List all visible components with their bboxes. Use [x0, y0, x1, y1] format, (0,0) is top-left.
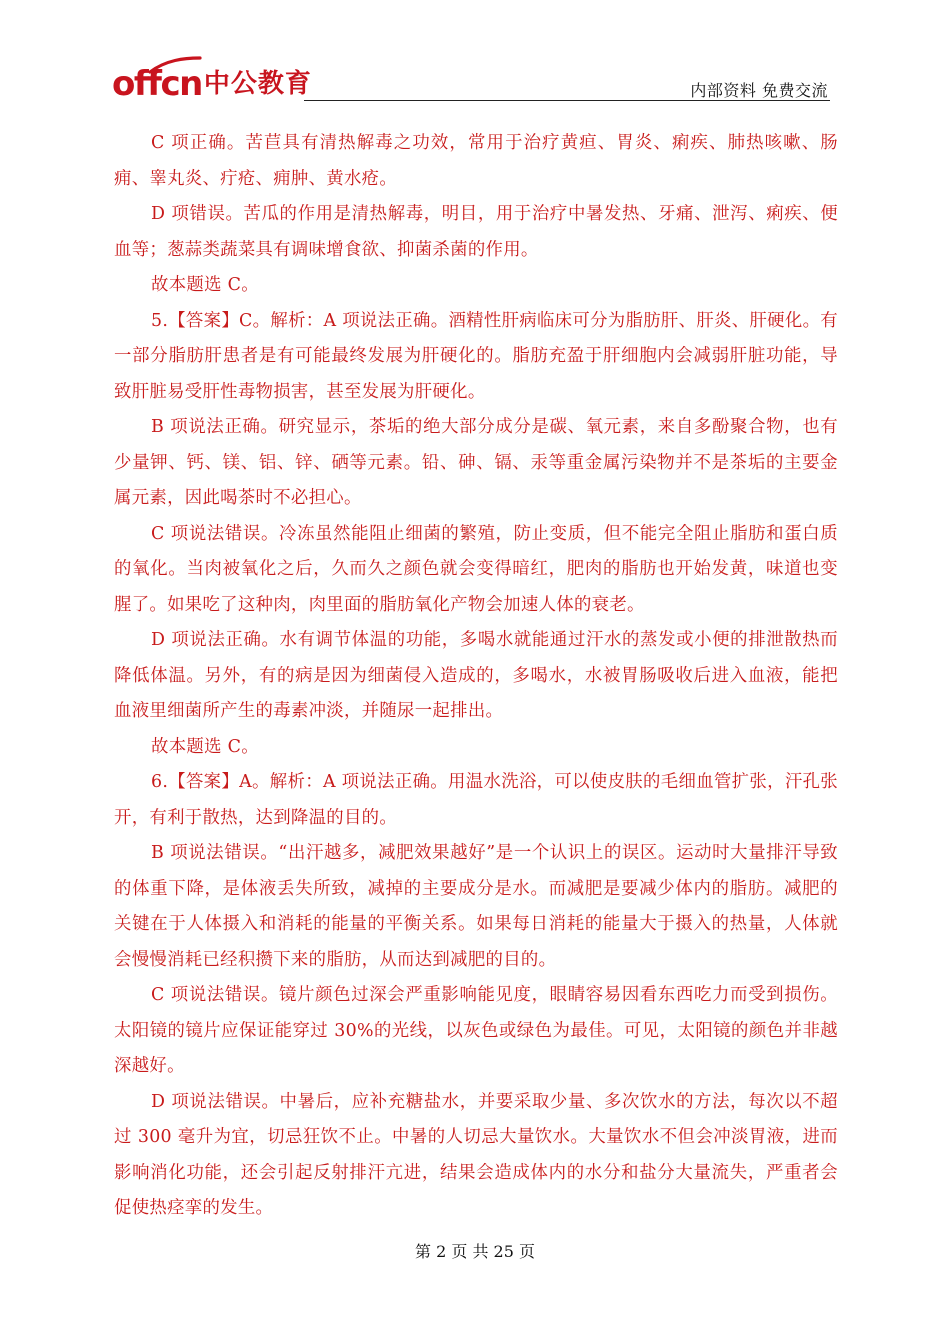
- paragraph: B 项说法错误。“出汗越多，减肥效果越好”是一个认识上的误区。运动时大量排汗导致的体重下降，是体液丢失所致，减掉的主要成分是水。而减肥是要减少体内的脂肪。减肥的关键在于人体摄入和消耗的能量的平衡关系。如果每日消耗的能量大于摄入的热量，人体就会慢慢消耗已经积攒下来的脂肪，从而达到减肥的目的。: [114, 843, 838, 970]
- header-tagline: 内部资料 免费交流: [690, 81, 828, 100]
- page-header: [112, 58, 830, 104]
- paragraph: 5.【答案】C。解析：A 项说法正确。酒精性肝病临床可分为脂肪肝、肝炎、肝硬化。有一部分脂肪肝患者是有可能最终发展为肝硬化的。脂肪充盈于肝细胞内会减弱肝脏功能，导致肝脏易受肝性毒物损害，甚至发展为肝硬化。: [114, 310, 838, 402]
- logo-chinese-text: 中公教育: [203, 69, 312, 99]
- page-number: 第 2 页 共 25 页: [415, 1242, 535, 1261]
- paragraph: C 项说法错误。冷冻虽然能阻止细菌的繁殖，防止变质，但不能完全阻止脂肪和蛋白质的氧化。当肉被氧化之后，久而久之颜色就会变得暗红，肥肉的脂肪也开始发黄，味道也变腥了。如果吃了这种肉，肉里面的脂肪氧化产物会加速人体的衰老。: [114, 523, 838, 615]
- paragraph: 故本题选 C。: [151, 736, 259, 757]
- offcn-logo: [112, 58, 312, 104]
- logo-latin-text: offcn: [112, 64, 202, 104]
- paragraph: C 项说法错误。镜片颜色过深会严重影响能见度，眼睛容易因看东西吃力而受到损伤。太阳镜的镜片应保证能穿过 30%的光线，以灰色或绿色为最佳。可见，太阳镜的颜色并非越深越好。: [114, 985, 838, 1076]
- paragraph: 6.【答案】A。解析：A 项说法正确。用温水洗浴，可以使皮肤的毛细血管扩张，汗孔张开，有利于散热，达到降温的目的。: [114, 772, 838, 828]
- paragraph: 故本题选 C。: [151, 275, 259, 295]
- paragraph: B 项说法正确。研究显示，茶垢的绝大部分成分是碳、氧元素，来自多酚聚合物，也有少量钾、钙、镁、铝、锌、硒等元素。铅、砷、镉、汞等重金属污染物并不是茶垢的主要金属元素，因此喝茶时不必担心。: [114, 417, 838, 508]
- paragraph: C 项正确。苦苣具有清热解毒之功效，常用于治疗黄疸、胃炎、痢疾、肺热咳嗽、肠痈、睾丸炎、疔疮、痈肿、黄水疮。: [114, 133, 838, 189]
- paragraph: D 项说法正确。水有调节体温的功能，多喝水就能通过汗水的蒸发或小便的排泄散热而降低体温。另外，有的病是因为细菌侵入造成的，多喝水，水被胃肠吸收后进入血液，能把血液里细菌所产生的毒素冲淡，并随尿一起排出。: [114, 630, 838, 721]
- paragraph: D 项错误。苦瓜的作用是清热解毒，明目，用于治疗中暑发热、牙痛、泄泻、痢疾、便血等；葱蒜类蔬菜具有调味增食欲、抑菌杀菌的作用。: [114, 204, 838, 260]
- paragraph: D 项说法错误。中暑后，应补充糖盐水，并要采取少量、多次饮水的方法，每次以不超过 300 毫升为宜，切忌狂饮不止。中暑的人切忌大量饮水。大量饮水不但会冲淡胃液，进而影响消化功能，还会引起反射排汗亢进，结果会造成体内的水分和盐分大量流失，严重者会促使热痉挛的发生。: [114, 1091, 838, 1218]
- document-body: [114, 126, 838, 1227]
- logo-swoosh-icon: [148, 56, 202, 74]
